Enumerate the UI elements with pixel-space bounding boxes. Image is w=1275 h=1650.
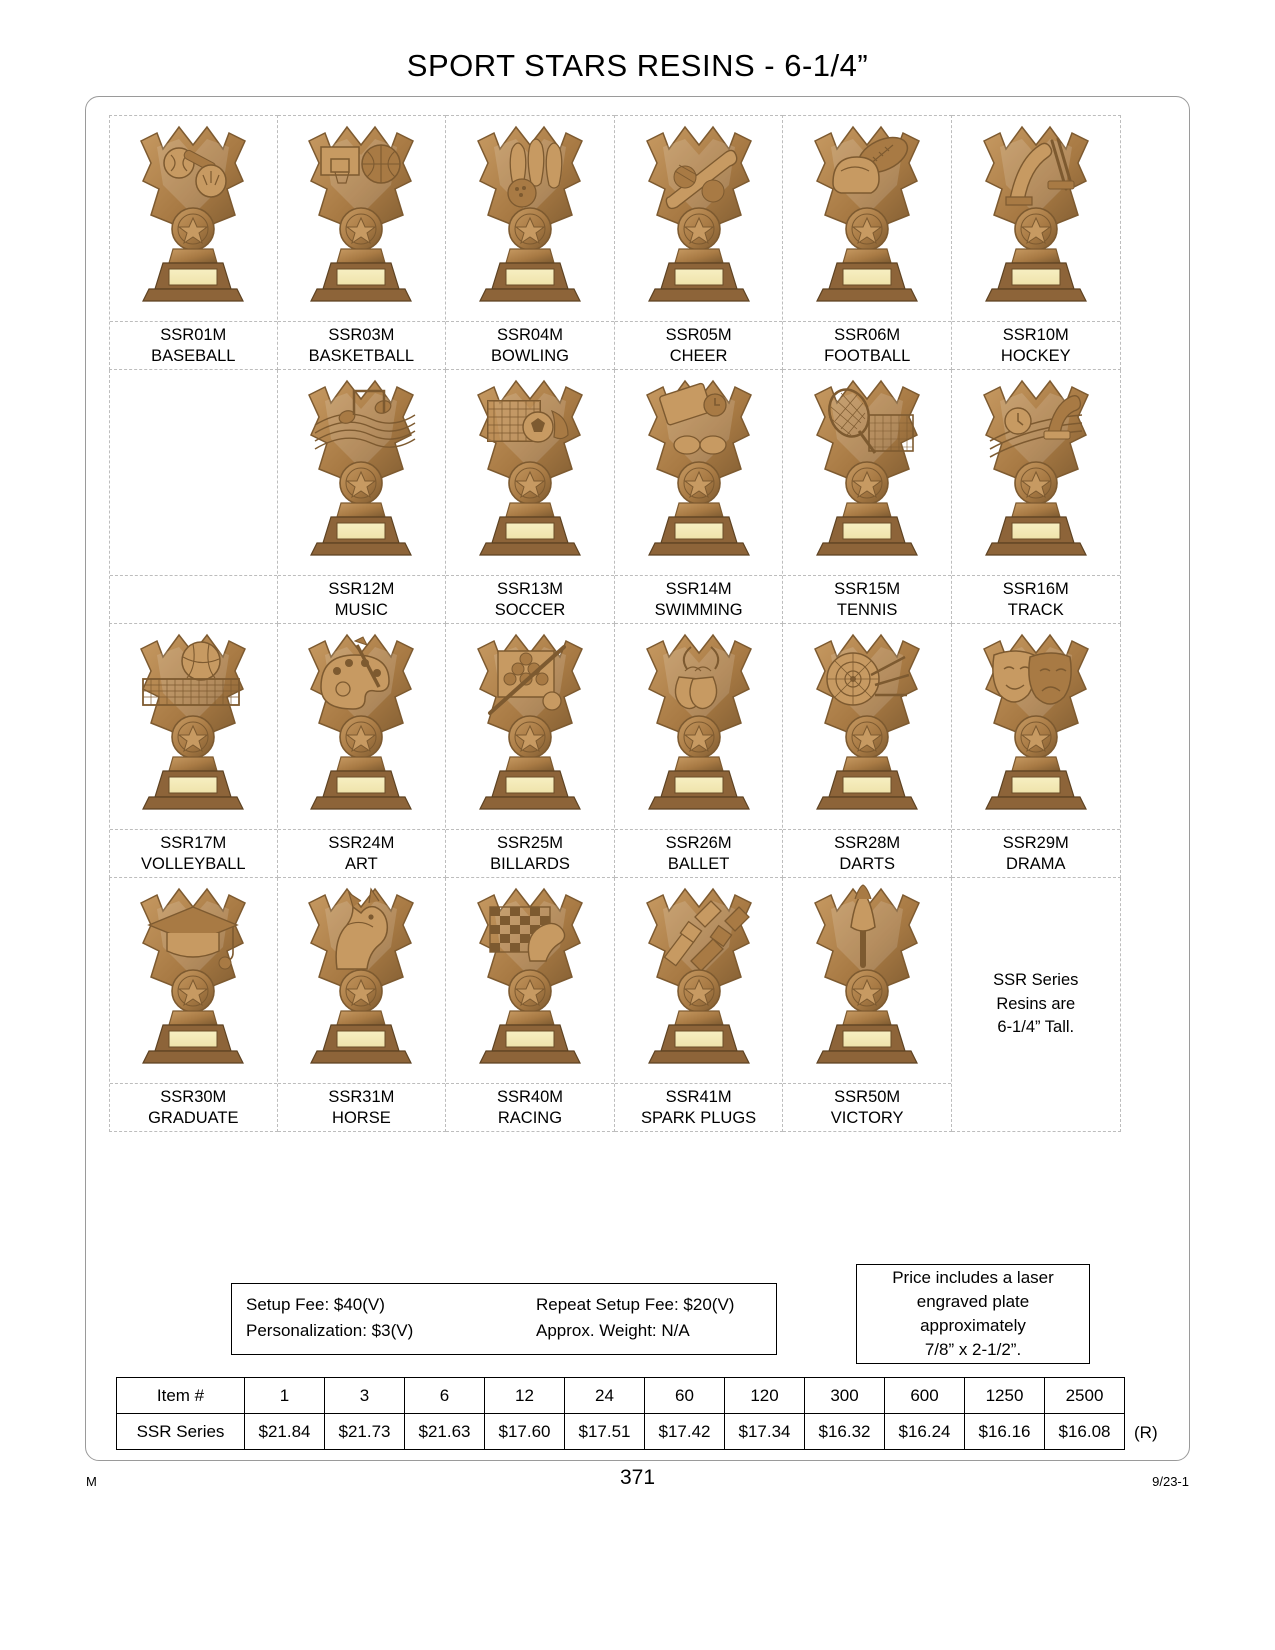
product-label [278, 575, 446, 623]
product-code: SSR28M [834, 834, 901, 853]
product-code: SSR29M [1002, 834, 1069, 853]
price-table [116, 1377, 1125, 1450]
price-cell: $16.08 [1045, 1414, 1125, 1450]
product-label [615, 575, 783, 623]
horse-trophy [278, 878, 446, 1083]
product-code: SSR15M [834, 580, 901, 599]
plate-note-line2: engraved plate [916, 1291, 1030, 1311]
product-label [278, 1083, 446, 1131]
footer-left: M [86, 1474, 97, 1489]
victory-trophy [783, 878, 951, 1083]
product-name: VICTORY [830, 1108, 904, 1127]
racing-trophy [446, 878, 614, 1083]
product-name: DRAMA [1005, 854, 1066, 873]
product-code: SSR40M [496, 1088, 563, 1107]
product-code: SSR13M [496, 580, 563, 599]
product-name: SPARK PLUGS [640, 1108, 757, 1127]
quantity-header: 12 [485, 1378, 565, 1414]
football-trophy [783, 116, 951, 321]
hockey-trophy [952, 116, 1120, 321]
product-cell-ssr25m[interactable] [446, 624, 615, 878]
music-trophy [278, 370, 446, 575]
product-label [446, 321, 614, 369]
series-note-cell [952, 878, 1121, 1132]
product-label [952, 575, 1120, 623]
product-name: MUSIC [334, 600, 388, 619]
quantity-header: 300 [805, 1378, 885, 1414]
price-cell: $21.84 [245, 1414, 325, 1450]
product-label [278, 321, 446, 369]
tennis-trophy [783, 370, 951, 575]
product-code: SSR04M [496, 326, 563, 345]
product-cell-ssr15m[interactable] [783, 370, 952, 624]
catalog-frame [85, 96, 1190, 1461]
page-number: 371 [619, 1466, 656, 1489]
product-label [446, 575, 614, 623]
setup-fee: Setup Fee: $40(V) [246, 1295, 385, 1314]
bowling-trophy [446, 116, 614, 321]
product-name: FOOTBALL [824, 346, 911, 365]
product-label [952, 321, 1120, 369]
product-cell-ssr26m[interactable] [615, 624, 784, 878]
drama-trophy [952, 624, 1120, 829]
price-cell: $16.24 [885, 1414, 965, 1450]
plate-note-line1: Price includes a laser [892, 1267, 1054, 1287]
cheer-trophy [615, 116, 783, 321]
product-name: RACING [497, 1108, 563, 1127]
price-cell: $21.63 [405, 1414, 485, 1450]
price-table-price-row [117, 1414, 1125, 1450]
quantity-header: 6 [405, 1378, 485, 1414]
product-cell-ssr04m[interactable] [446, 115, 615, 370]
product-cell-ssr05m[interactable] [615, 115, 784, 370]
quantity-header: 120 [725, 1378, 805, 1414]
volleyball-trophy [110, 624, 277, 829]
product-label [615, 829, 783, 877]
product-code: SSR05M [665, 326, 732, 345]
product-code: SSR16M [1002, 580, 1069, 599]
product-label [783, 1083, 951, 1131]
price-cell: $17.34 [725, 1414, 805, 1450]
product-cell-ssr14m[interactable] [615, 370, 784, 624]
product-name: SWIMMING [654, 600, 743, 619]
series-note [952, 878, 1120, 1131]
quantity-header: 3 [325, 1378, 405, 1414]
plate-note-box [856, 1264, 1090, 1364]
product-cell-ssr03m[interactable] [278, 115, 447, 370]
product-cell-ssr13m[interactable] [446, 370, 615, 624]
product-cell-ssr40m[interactable] [446, 878, 615, 1132]
product-row [109, 115, 1121, 370]
product-cell-ssr16m[interactable] [952, 370, 1121, 624]
product-label [952, 829, 1120, 877]
product-cell-ssr28m[interactable] [783, 624, 952, 878]
product-cell-ssr17m[interactable] [109, 624, 278, 878]
price-table-header-label: Item # [117, 1378, 245, 1414]
quantity-header: 1 [245, 1378, 325, 1414]
product-name: BALLET [667, 854, 730, 873]
price-cell: $17.60 [485, 1414, 565, 1450]
product-cell-empty [109, 370, 278, 624]
product-cell-ssr31m[interactable] [278, 878, 447, 1132]
personalization-fee: Personalization: $3(V) [246, 1320, 414, 1340]
product-row [109, 370, 1121, 624]
price-cell: $21.73 [325, 1414, 405, 1450]
product-name: BASEBALL [151, 346, 236, 365]
product-code: SSR06M [834, 326, 901, 345]
product-label [110, 321, 277, 369]
product-cell-ssr10m[interactable] [952, 115, 1121, 370]
product-code: SSR10M [1002, 326, 1069, 345]
darts-trophy [783, 624, 951, 829]
series-note-line3: 6-1/4” Tall. [997, 1018, 1075, 1037]
product-name: TRACK [1007, 600, 1064, 619]
fee-box [231, 1283, 777, 1355]
quantity-header: 600 [885, 1378, 965, 1414]
price-cell: $16.32 [805, 1414, 885, 1450]
product-label [783, 575, 951, 623]
quantity-header: 2500 [1045, 1378, 1125, 1414]
product-name: ART [345, 854, 378, 873]
plate-note-line3: approximately [920, 1316, 1026, 1335]
billards-trophy [446, 624, 614, 829]
product-code: SSR30M [160, 1088, 227, 1107]
product-cell-ssr50m[interactable] [783, 878, 952, 1132]
footer-revision: 9/23-1 [1152, 1474, 1189, 1489]
basketball-trophy [278, 116, 446, 321]
product-code: SSR24M [328, 834, 395, 853]
spark-plugs-trophy [615, 878, 783, 1083]
product-name: DARTS [839, 854, 895, 873]
product-name: BILLARDS [490, 854, 570, 873]
product-cell-ssr41m[interactable] [615, 878, 784, 1132]
price-cell: $17.42 [645, 1414, 725, 1450]
product-name: CHEER [669, 346, 728, 365]
product-row [109, 624, 1121, 878]
product-label [783, 829, 951, 877]
product-name: VOLLEYBALL [141, 854, 246, 873]
product-name: BASKETBALL [308, 346, 415, 365]
product-cell-ssr29m[interactable] [952, 624, 1121, 878]
product-label [446, 1083, 614, 1131]
product-cell-ssr06m[interactable] [783, 115, 952, 370]
product-cell-ssr30m[interactable] [109, 878, 278, 1132]
product-code: SSR50M [834, 1088, 901, 1107]
product-name: TENNIS [836, 600, 898, 619]
price-table-header-row [117, 1378, 1125, 1414]
plate-note-line4: 7/8” x 2-1/2”. [924, 1340, 1022, 1360]
soccer-trophy [446, 370, 614, 575]
track-trophy [952, 370, 1120, 575]
quantity-header: 60 [645, 1378, 725, 1414]
art-trophy [278, 624, 446, 829]
ballet-trophy [615, 624, 783, 829]
product-code: SSR12M [328, 580, 395, 599]
product-code: SSR17M [160, 834, 227, 853]
price-cell: $16.16 [965, 1414, 1045, 1450]
product-label [446, 829, 614, 877]
product-name: HORSE [332, 1108, 391, 1127]
approx-weight: Approx. Weight: N/A [536, 1320, 690, 1340]
repeat-setup-fee: Repeat Setup Fee: $20(V) [536, 1295, 735, 1314]
product-label [783, 321, 951, 369]
product-code: SSR14M [665, 580, 732, 599]
product-label [110, 1083, 277, 1131]
product-name: SOCCER [494, 600, 566, 619]
product-name: GRADUATE [148, 1108, 239, 1127]
product-label [615, 1083, 783, 1131]
price-cell: $17.51 [565, 1414, 645, 1450]
page-title: SPORT STARS RESINS - 6-1/4” [406, 48, 869, 83]
product-code: SSR26M [665, 834, 732, 853]
quantity-header: 24 [565, 1378, 645, 1414]
product-cell-ssr01m[interactable] [109, 115, 278, 370]
graduate-trophy [110, 878, 277, 1083]
product-code: SSR03M [328, 326, 395, 345]
product-label [110, 575, 277, 623]
product-code: SSR25M [496, 834, 563, 853]
baseball-trophy [110, 116, 277, 321]
product-name: HOCKEY [1000, 346, 1071, 365]
product-row [109, 878, 1121, 1132]
product-code: SSR01M [160, 326, 227, 345]
product-grid [109, 115, 1121, 1132]
product-code: SSR31M [328, 1088, 395, 1107]
price-table-series-label: SSR Series [117, 1414, 245, 1450]
product-label [278, 829, 446, 877]
product-code: SSR41M [665, 1088, 732, 1107]
product-label [110, 829, 277, 877]
product-cell-ssr12m[interactable] [278, 370, 447, 624]
swimming-trophy [615, 370, 783, 575]
quantity-header: 1250 [965, 1378, 1045, 1414]
series-note-line1: SSR Series [993, 970, 1079, 989]
product-name: BOWLING [491, 346, 569, 365]
product-cell-ssr24m[interactable] [278, 624, 447, 878]
registered-mark: (R) [1134, 1423, 1158, 1442]
series-note-line2: Resins are [996, 994, 1076, 1013]
product-label [615, 321, 783, 369]
